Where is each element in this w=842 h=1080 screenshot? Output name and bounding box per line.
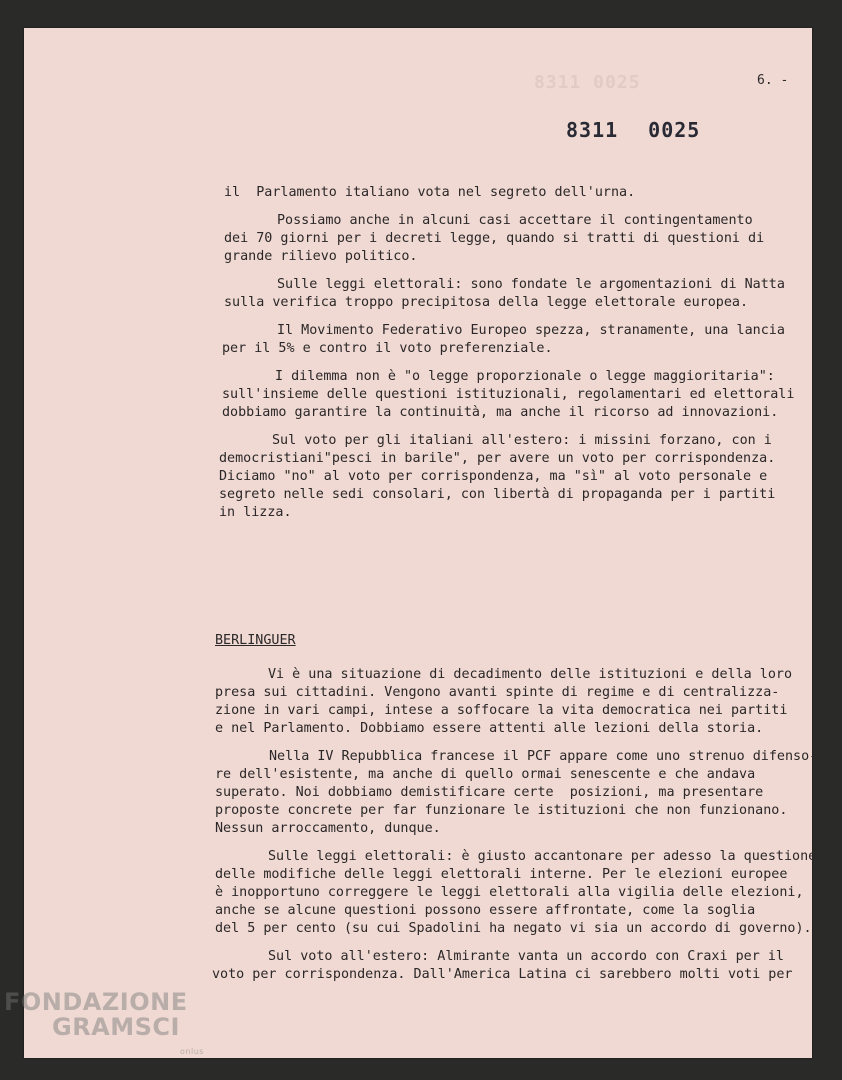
- watermark-onlus: onlus: [180, 1047, 204, 1056]
- text-line: in lizza.: [219, 505, 292, 520]
- text-line: Sulle leggi elettorali: sono fondate le argomentazioni di Natta: [277, 277, 785, 292]
- text-line: Nessun arroccamento, dunque.: [215, 821, 441, 836]
- text-line: voto per corrispondenza. Dall'America Latina ci sarebbero molti voti per: [212, 967, 793, 982]
- watermark-line1: FONDAZIONE: [4, 988, 188, 1016]
- text-line: il Parlamento italiano vota nel segreto dell'urna.: [224, 185, 636, 200]
- text-line: segreto nelle sedi consolari, con libertà di propaganda per i partiti: [219, 487, 776, 502]
- text-line: I dilemma non è "o legge proporzionale o legge maggioritaria":: [275, 369, 775, 384]
- text-line: Sul voto per gli italiani all'estero: i missini forzano, con i: [272, 433, 772, 448]
- text-line: anche se alcune questioni possono essere affrontate, come la soglia: [215, 903, 756, 918]
- text-line: Sul voto all'estero: Almirante vanta un accordo con Craxi per il: [268, 949, 784, 964]
- text-line: Possiamo anche in alcuni casi accettare il contingentamento: [277, 213, 753, 228]
- text-line: sull'insieme delle questioni istituzionali, regolamentari ed elettorali: [222, 387, 795, 402]
- text-line: democristiani"pesci in barile", per avere un voto per corrispondenza.: [219, 451, 776, 466]
- text-line: dobbiamo garantire la continuità, ma anche il ricorso ad innovazioni.: [222, 405, 779, 420]
- archive-stamp: [566, 118, 700, 142]
- text-line: dei 70 giorni per i decreti legge, quando si tratti di questioni di: [224, 231, 765, 246]
- speaker-heading: BERLINGUER: [215, 633, 296, 648]
- text-line: zione in vari campi, intese a soffocare la vita democratica nei partiti: [215, 703, 788, 718]
- text-line: re dell'esistente, ma anche di quello ormai senescente e che andava: [215, 767, 756, 782]
- text-line: Il Movimento Federativo Europeo spezza, stranamente, una lancia: [277, 323, 785, 338]
- text-line: Sulle leggi elettorali: è giusto accantonare per adesso la questione: [268, 849, 817, 864]
- text-line: sulla verifica troppo precipitosa della legge elettorale europea.: [224, 295, 749, 310]
- watermark-line2: GRAMSCI: [52, 1013, 180, 1042]
- text-line: grande rilievo politico.: [224, 249, 418, 264]
- text-line: superato. Noi dobbiamo demistificare certe posizioni, ma presentare: [215, 785, 764, 800]
- text-line: Vi è una situazione di decadimento delle istituzioni e della loro: [268, 667, 793, 682]
- text-line: è inopportuno correggere le leggi elettorali alla vigilia delle elezioni,: [215, 885, 804, 900]
- text-line: e nel Parlamento. Dobbiamo essere attenti alle lezioni della storia.: [215, 721, 764, 736]
- text-line: Nella IV Repubblica francese il PCF appare come uno strenuo difenso-: [269, 749, 818, 764]
- watermark-logo: [4, 988, 204, 1056]
- text-line: proposte concrete per far funzionare le istituzioni che non funzionano.: [215, 803, 788, 818]
- page-number: 6. -: [757, 73, 789, 88]
- text-line: per il 5% e contro il voto preferenziale.: [222, 341, 553, 356]
- stamp-right: 0025: [648, 118, 701, 142]
- ghost-stamp: 8311 0025: [534, 72, 641, 93]
- text-line: presa sui cittadini. Vengono avanti spinte di regime e di centralizza-: [215, 685, 780, 700]
- text-line: Diciamo "no" al voto per corrispondenza, ma "sì" al voto personale e: [219, 469, 768, 484]
- stamp-left: 8311: [566, 118, 619, 142]
- text-line: del 5 per cento (su cui Spadolini ha negato vi sia un accordo di governo).: [215, 921, 812, 936]
- text-line: delle modifiche delle leggi elettorali interne. Per le elezioni europee: [215, 867, 788, 882]
